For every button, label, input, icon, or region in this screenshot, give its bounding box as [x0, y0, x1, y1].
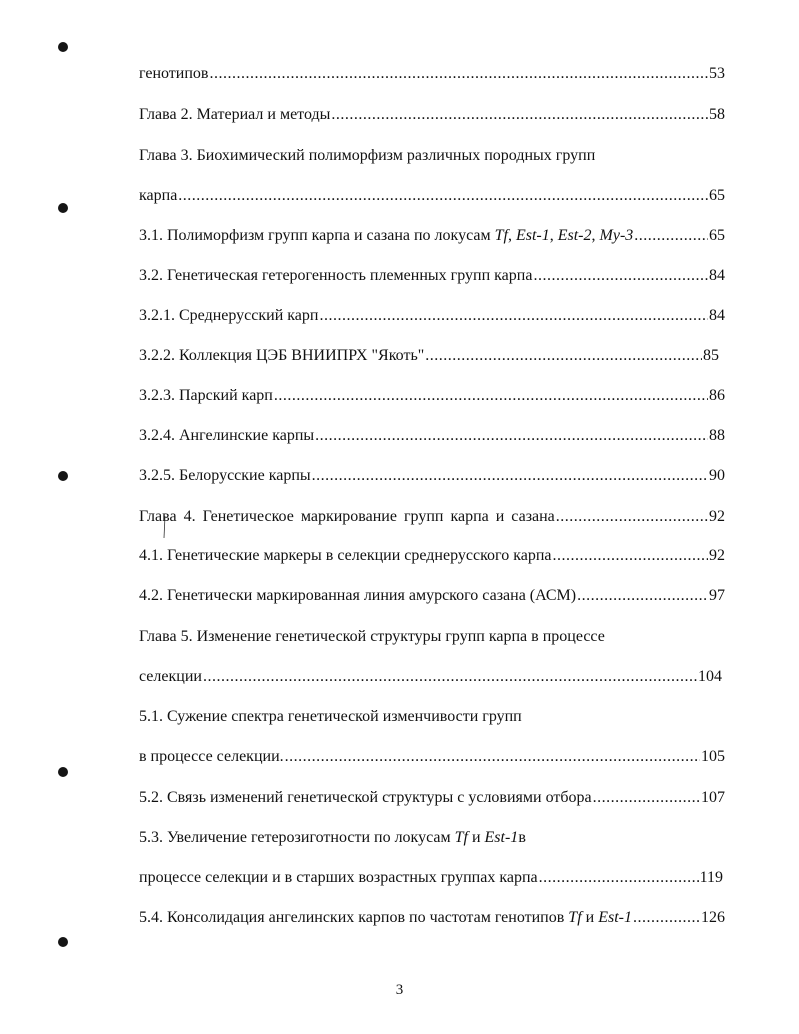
toc-entry-title	[139, 908, 632, 928]
toc-entry	[139, 908, 725, 928]
toc-leader-dots	[315, 426, 708, 446]
toc-entry-text: 5.3. Увеличение гетерозиготности по локусам	[139, 829, 455, 846]
toc-entry	[139, 586, 725, 606]
toc-entry-text: в	[518, 829, 526, 846]
locus-name: Tf	[494, 227, 508, 244]
pen-stroke-mark	[163, 516, 166, 538]
toc-entry	[139, 868, 723, 888]
toc-entry-page: 84	[709, 267, 725, 284]
toc-entry-page: 85	[703, 347, 719, 364]
toc-entry-text: и	[467, 829, 485, 846]
locus-name: Est-1	[598, 909, 632, 926]
toc-entry-page: 88	[709, 427, 725, 444]
toc-entry	[139, 64, 725, 84]
toc-entry-title: процессе селекции и в старших возрастных группах карпа	[139, 869, 538, 886]
toc-leader-dots	[553, 546, 709, 566]
toc-leader-dots	[274, 386, 708, 406]
toc-entry	[139, 105, 725, 125]
toc-entry-title: Глава 4. Генетическое маркирование групп карпа и сазана	[139, 508, 555, 525]
toc-leader-dots	[425, 346, 702, 366]
toc-entry	[139, 707, 522, 727]
punch-hole-mark	[58, 42, 68, 52]
toc-entry-title: 3.2.3. Парский карп	[139, 387, 273, 404]
punch-hole-mark	[58, 937, 68, 947]
toc-entry-title: Глава 2. Материал и методы	[139, 106, 331, 123]
toc-entry-page: 92	[709, 508, 725, 525]
toc-leader-dots	[577, 586, 708, 606]
toc-entry-title: 3.1. Полиморфизм групп карпа и сазана по локусам Tf, Est-1, Est-2, My-3	[139, 227, 634, 244]
toc-entry	[139, 186, 725, 206]
locus-name: My-3	[599, 227, 634, 244]
toc-leader-dots	[556, 507, 708, 527]
toc-entry-text: и	[581, 909, 599, 926]
toc-entry-title: 3.2. Генетическая гетерогенность племенных групп карпа	[139, 267, 533, 284]
toc-entry	[139, 466, 725, 486]
toc-entry-page: 86	[709, 387, 725, 404]
toc-entry-text: 3.1. Полиморфизм групп карпа и сазана по локусам	[139, 227, 495, 244]
toc-leader-dots	[331, 105, 708, 125]
toc-entry-page: 92	[709, 547, 725, 564]
toc-entry-title: 3.2.4. Ангелинские карпы	[139, 427, 315, 444]
toc-entry	[139, 426, 725, 446]
toc-entry-page: 104	[698, 668, 722, 685]
toc-entry-page: 107	[701, 789, 725, 806]
toc-entry	[139, 627, 605, 647]
toc-entry-page: 126	[701, 909, 725, 926]
toc-entry-title: карпа	[139, 187, 178, 204]
toc-entry-title: 4.1. Генетические маркеры в селекции среднерусского карпа	[139, 547, 552, 564]
toc-entry-page: 65	[709, 187, 725, 204]
toc-leader-dots	[209, 64, 708, 84]
toc-leader-dots	[634, 226, 708, 246]
locus-name: Est-1	[484, 829, 519, 846]
toc-entry-title: в процессе селекции.	[139, 748, 284, 765]
punch-hole-mark	[58, 471, 68, 481]
toc-entry	[139, 146, 595, 166]
locus-name: Tf	[568, 909, 582, 926]
toc-entry-title: 5.2. Связь изменений генетической структуры с условиями отбора	[139, 789, 592, 806]
toc-entry-title: 3.2.5. Белорусские карпы	[139, 467, 311, 484]
toc-leader-dots	[533, 266, 708, 286]
toc-leader-dots	[285, 747, 700, 767]
toc-entry-page: 119	[699, 869, 723, 886]
toc-leader-dots	[203, 667, 697, 687]
toc-entry-title: Глава 5. Изменение генетической структуры групп карпа в процессе	[139, 628, 605, 645]
toc-entry-title	[139, 828, 526, 848]
toc-leader-dots	[312, 466, 708, 486]
page-number: 3	[395, 982, 404, 998]
toc-entry-title: генотипов	[139, 65, 209, 82]
toc-entry-title: 4.2. Генетически маркированная линия амурского сазана (АСМ)	[139, 587, 577, 604]
toc-entry-title: 3.2.2. Коллекция ЦЭБ ВНИИПРХ "Якоть"	[139, 347, 425, 364]
toc-entry-title: Глава 3. Биохимический полиморфизм различных породных групп	[139, 147, 596, 164]
toc-entry	[139, 226, 725, 246]
locus-name: Tf	[454, 829, 468, 846]
toc-entry-page: 90	[709, 467, 725, 484]
toc-entry-page: 53	[709, 65, 725, 82]
punch-hole-mark	[58, 203, 68, 213]
toc-entry	[139, 507, 725, 527]
toc-leader-dots	[633, 908, 700, 928]
toc-leader-dots	[319, 306, 708, 326]
toc-entry-page: 105	[701, 748, 725, 765]
toc-entry-title: селекции	[139, 668, 202, 685]
punch-hole-mark	[58, 767, 68, 777]
toc-entry	[139, 667, 722, 687]
toc-leader-dots	[593, 788, 700, 808]
locus-name: Est-1	[515, 227, 550, 244]
toc-entry-title: 5.1. Сужение спектра генетической изменчивости групп	[139, 708, 522, 725]
toc-leader-dots	[178, 186, 708, 206]
toc-entry	[139, 306, 725, 326]
toc-entry-page: 65	[709, 227, 725, 244]
toc-entry	[139, 266, 725, 286]
toc-entry-page: 58	[709, 106, 725, 123]
toc-entry	[139, 788, 725, 808]
toc-entry-title: 3.2.1. Среднерусский карп	[139, 307, 319, 324]
toc-entry	[139, 828, 526, 848]
toc-entry-page: 97	[709, 587, 725, 604]
toc-entry-text: 5.4. Консолидация ангелинских карпов по частотам генотипов	[139, 909, 569, 926]
locus-name: Est-2	[557, 227, 592, 244]
toc-entry	[139, 546, 725, 566]
toc-entry	[139, 747, 725, 767]
toc-entry	[139, 346, 719, 366]
toc-entry	[139, 386, 725, 406]
toc-entry-page: 84	[709, 307, 725, 324]
toc-leader-dots	[539, 868, 699, 888]
